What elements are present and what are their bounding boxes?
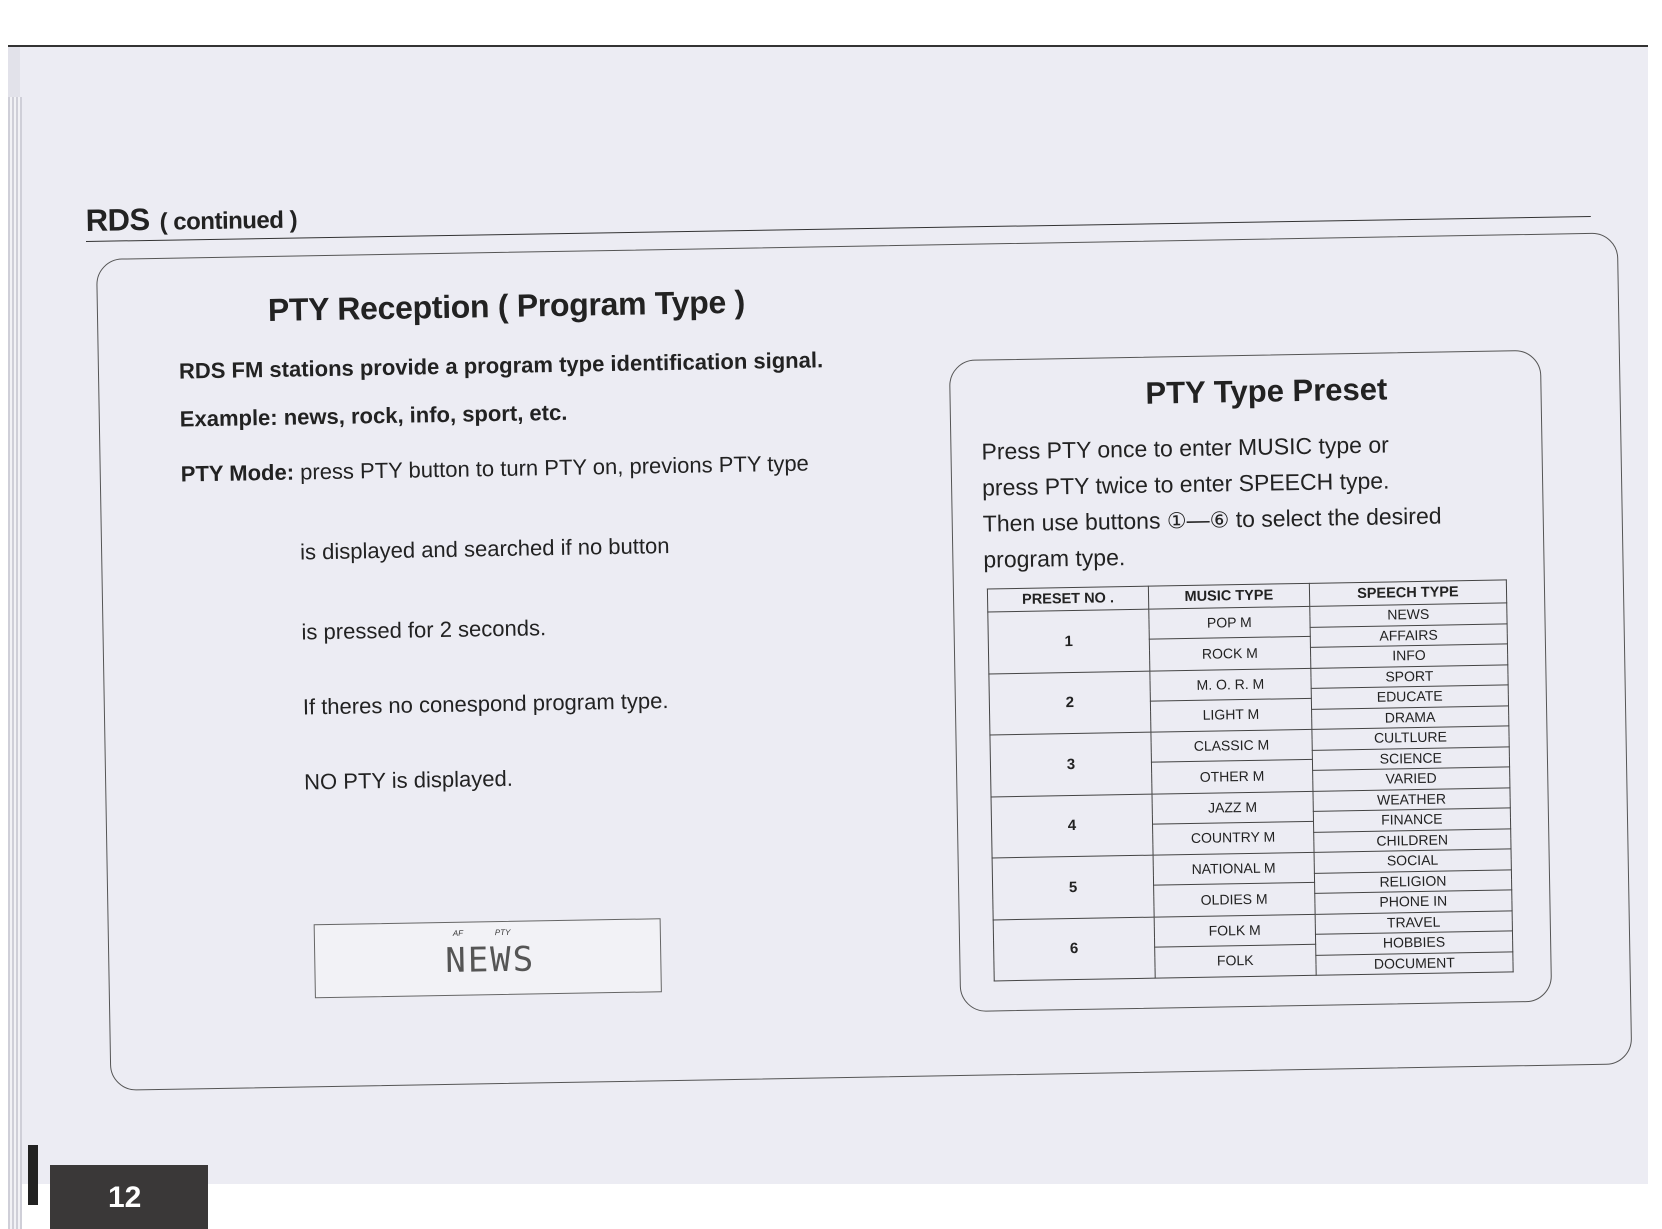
preset-line-1: Press PTY once to enter MUSIC type or (981, 431, 1390, 465)
page-number: 12 (108, 1181, 142, 1214)
mode-text-2: is displayed and searched if no button (299, 533, 670, 565)
pty-reception-title: PTY Reception ( Program Type ) (267, 283, 746, 329)
speech-type-cell: VARIED (1312, 767, 1510, 791)
music-type-cell: OLDIES M (1153, 883, 1314, 917)
music-type-cell: OTHER M (1151, 760, 1312, 794)
speech-type-cell: HOBBIES (1315, 931, 1513, 955)
speech-type-cell: SCIENCE (1312, 746, 1510, 770)
preset-line-3 (983, 503, 1442, 538)
intro-text: RDS FM stations provide a program type identification signal. (178, 347, 824, 384)
music-type-cell: POP M (1149, 606, 1310, 639)
music-type-cell: JAZZ M (1152, 791, 1313, 824)
speech-type-cell: CHILDREN (1313, 828, 1511, 852)
preset-number: 3 (990, 732, 1152, 796)
preset-number: 5 (992, 855, 1154, 919)
speech-type-cell: DRAMA (1311, 705, 1509, 729)
speech-type-cell: WEATHER (1313, 787, 1511, 811)
speech-type-cell: NEWS (1309, 603, 1507, 627)
preset-number: 6 (993, 917, 1155, 981)
speech-type-cell: RELIGION (1314, 869, 1512, 893)
preset-line-2: press PTY twice to enter SPEECH type. (981, 467, 1390, 501)
mode-text-4: If theres no conespond program type. (302, 688, 669, 720)
mode-text-3: is pressed for 2 seconds. (301, 615, 547, 645)
header-speech-type: SPEECH TYPE (1309, 580, 1507, 606)
example-text: news, rock, info, sport, etc. (283, 399, 568, 430)
preset-number: 1 (988, 609, 1150, 673)
pty-reception-body (178, 346, 879, 795)
preset-line-3b: to select the desired (1235, 502, 1442, 533)
pty-preset-table (987, 579, 1514, 981)
preset-number: 4 (991, 794, 1153, 858)
example-label: Example: (179, 404, 278, 432)
speech-type-cell: TRAVEL (1315, 910, 1513, 934)
preset-number: 2 (989, 671, 1151, 735)
music-type-cell: LIGHT M (1150, 698, 1311, 732)
pty-preset-panel (949, 350, 1552, 1012)
speech-type-cell: AFFAIRS (1310, 623, 1508, 647)
example-line (180, 400, 568, 433)
speech-type-cell: INFO (1310, 644, 1508, 668)
section-title (85, 199, 297, 239)
section-header (85, 170, 1591, 242)
music-type-cell: ROCK M (1149, 637, 1310, 671)
mode-label: PTY Mode: (180, 459, 295, 487)
page-number-tab (50, 1165, 208, 1229)
header-title-text: RDS (85, 201, 150, 239)
manual-page (8, 45, 1648, 1214)
mode-text-5: NO PTY is displayed. (303, 765, 514, 795)
speech-type-cell: FINANCE (1313, 808, 1511, 832)
preset-line-3a: Then use buttons (982, 507, 1161, 537)
button-dash: — (1186, 506, 1210, 534)
speech-type-cell: EDUCATE (1311, 685, 1509, 709)
pty-preset-title: PTY Type Preset (1145, 371, 1388, 411)
music-type-cell: M. O. R. M (1150, 668, 1311, 701)
lcd-display (314, 918, 662, 998)
music-type-cell: NATIONAL M (1153, 852, 1314, 885)
lcd-af-indicator: AF (452, 928, 464, 938)
header-subtitle: ( continued ) (159, 206, 298, 236)
speech-type-cell: SPORT (1311, 664, 1509, 688)
lcd-text: NEWS (444, 939, 536, 982)
page-edge (8, 97, 22, 1229)
lcd-pty-indicator: PTY (494, 927, 511, 938)
mode-line-1 (181, 451, 809, 488)
content-panel (96, 232, 1632, 1090)
mode-text-1: press PTY button to turn PTY on, previons PTY type (299, 450, 809, 485)
button-1-icon: ① (1166, 509, 1187, 535)
music-type-cell: FOLK M (1154, 914, 1315, 947)
music-type-cell: CLASSIC M (1151, 729, 1312, 762)
page-edge-mark (28, 1145, 38, 1205)
music-type-cell: COUNTRY M (1152, 821, 1313, 855)
button-6-icon: ⑥ (1209, 508, 1230, 534)
speech-type-cell: DOCUMENT (1316, 951, 1514, 975)
header-preset-no: PRESET NO . (987, 586, 1148, 612)
music-type-cell: FOLK (1155, 944, 1316, 978)
header-music-type: MUSIC TYPE (1148, 583, 1309, 609)
speech-type-cell: SOCIAL (1314, 849, 1512, 873)
speech-type-cell: CULTLURE (1312, 726, 1510, 750)
speech-type-cell: PHONE IN (1315, 890, 1513, 914)
preset-line-4: program type. (983, 544, 1126, 573)
